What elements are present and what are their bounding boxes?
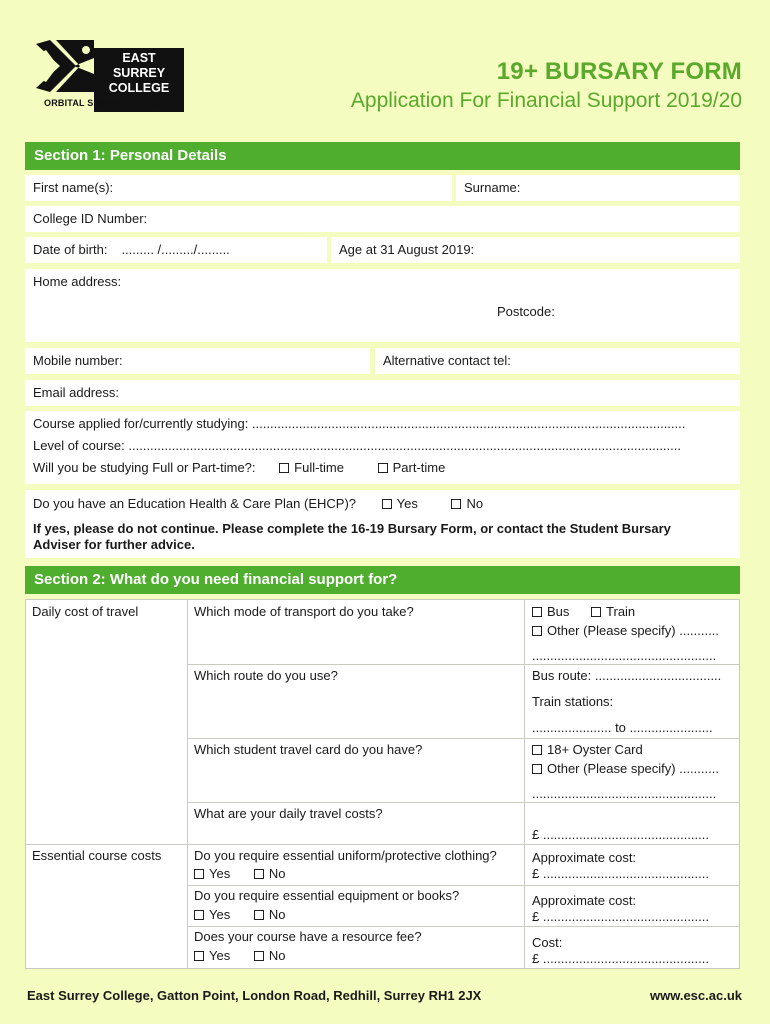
uniform-yes-checkbox[interactable] xyxy=(194,869,204,879)
train-stations-label: Train stations: xyxy=(532,694,614,709)
bus-route-field[interactable]: Bus route: ................................... xyxy=(532,668,722,683)
equipment-cost-field[interactable]: £ .............................................. xyxy=(532,909,709,924)
college-id-field[interactable] xyxy=(25,206,740,232)
bus-checkbox[interactable] xyxy=(532,607,542,617)
dob-label: Date of birth: xyxy=(33,242,108,257)
age-field[interactable] xyxy=(331,237,740,263)
parttime-checkbox[interactable] xyxy=(378,463,388,473)
level-field[interactable]: Level of course: ......................................................................................................................................................... xyxy=(33,438,681,453)
logo-tagline: ORBITAL SOUTH COLLEGES xyxy=(44,98,174,108)
other-card-row xyxy=(532,759,719,778)
bus-label: Bus xyxy=(547,604,570,619)
oyster-checkbox[interactable] xyxy=(532,745,542,755)
surname-field[interactable] xyxy=(456,175,740,201)
age-label: Age at 31 August 2019: xyxy=(339,242,475,257)
mobile-label: Mobile number: xyxy=(33,353,123,368)
ehcp-notice-line2: Adviser for further advice. xyxy=(33,537,195,552)
fee-no-label: No xyxy=(268,948,286,963)
ehcp-label: Do you have an Education Health & Care Plan (EHCP)? xyxy=(33,496,357,511)
uniform-cost-label: Approximate cost: xyxy=(532,850,637,865)
uniform-no-checkbox[interactable] xyxy=(254,869,264,879)
uniform-options xyxy=(194,864,285,883)
first-name-field[interactable] xyxy=(25,175,452,201)
postcode-label: Postcode: xyxy=(497,304,555,319)
dob-field[interactable] xyxy=(25,237,327,263)
college-logo xyxy=(36,30,188,114)
alt-tel-field[interactable] xyxy=(375,348,740,374)
travel-card-question: Which student travel card do you have? xyxy=(194,742,423,757)
fee-no-checkbox[interactable] xyxy=(254,951,264,961)
fee-yes-label: Yes xyxy=(209,948,231,963)
ehcp-no-checkbox[interactable] xyxy=(451,499,461,509)
footer-address: East Surrey College, Gatton Point, London Road, Redhill, Surrey RH1 2JX xyxy=(27,988,482,1003)
support-table xyxy=(25,599,740,969)
transport-options xyxy=(532,602,635,621)
route-question: Which route do you use? xyxy=(194,668,338,683)
college-id-label: College ID Number: xyxy=(33,211,148,226)
train-checkbox[interactable] xyxy=(591,607,601,617)
train-stations-field[interactable]: ...................... to ....................... xyxy=(532,720,713,735)
other-transport-checkbox[interactable] xyxy=(532,626,542,636)
essential-costs-label: Essential course costs xyxy=(32,848,162,863)
fulltime-checkbox[interactable] xyxy=(279,463,289,473)
study-mode-label: Will you be studying Full or Part-time?: xyxy=(33,460,256,475)
parttime-label: Part-time xyxy=(392,460,446,475)
other-transport-label[interactable]: Other (Please specify) ........... xyxy=(547,623,719,638)
surname-label: Surname: xyxy=(464,180,521,195)
oyster-label: 18+ Oyster Card xyxy=(547,742,643,757)
equipment-no-label: No xyxy=(268,907,286,922)
email-label: Email address: xyxy=(33,385,119,400)
form-subtitle: Application For Financial Support 2019/20 xyxy=(350,89,742,112)
other-card-checkbox[interactable] xyxy=(532,764,542,774)
course-block xyxy=(25,411,740,484)
orbital-logo-icon xyxy=(36,36,94,96)
uniform-question: Do you require essential uniform/protective clothing? xyxy=(194,848,497,863)
footer-website[interactable]: www.esc.ac.uk xyxy=(649,988,742,1003)
uniform-yes-label: Yes xyxy=(209,866,231,881)
daily-travel-label: Daily cost of travel xyxy=(32,604,139,619)
dob-placeholder: ......... /........./......... xyxy=(121,242,230,257)
alt-tel-label: Alternative contact tel: xyxy=(383,353,511,368)
resource-fee-options xyxy=(194,946,285,965)
other-transport-line[interactable]: ................................................... xyxy=(532,648,717,663)
equipment-question: Do you require essential equipment or books? xyxy=(194,888,460,903)
fulltime-label: Full-time xyxy=(294,460,344,475)
home-address-field[interactable] xyxy=(25,269,740,342)
ehcp-notice-line1: If yes, please do not continue. Please complete the 16-19 Bursary Form, or contact the Student Bursary xyxy=(33,521,671,536)
train-label: Train xyxy=(606,604,636,619)
daily-costs-question: What are your daily travel costs? xyxy=(194,806,383,821)
form-title: 19+ BURSARY FORM xyxy=(496,58,742,85)
logo-wordmark: EAST SURREY COLLEGE xyxy=(94,48,184,112)
section1-heading: Section 1: Personal Details xyxy=(25,142,740,170)
equipment-yes-label: Yes xyxy=(209,907,231,922)
equipment-cost-label: Approximate cost: xyxy=(532,893,637,908)
section2-heading: Section 2: What do you need financial support for? xyxy=(25,566,740,594)
ehcp-row xyxy=(33,496,740,512)
other-card-line[interactable]: ................................................... xyxy=(532,786,717,801)
fee-cost-field[interactable]: £ .............................................. xyxy=(532,951,709,966)
email-field[interactable] xyxy=(25,380,740,406)
mobile-field[interactable] xyxy=(25,348,370,374)
transport-mode-question: Which mode of transport do you take? xyxy=(194,604,414,619)
equipment-options xyxy=(194,905,285,924)
study-mode-row xyxy=(33,457,740,479)
daily-costs-field[interactable]: £ .............................................. xyxy=(532,827,709,842)
equipment-no-checkbox[interactable] xyxy=(254,910,264,920)
other-card-label[interactable]: Other (Please specify) ........... xyxy=(547,761,719,776)
course-field[interactable]: Course applied for/currently studying: ........................................................................................................................ xyxy=(33,416,686,431)
other-transport-row xyxy=(532,621,719,640)
uniform-no-label: No xyxy=(268,866,286,881)
ehcp-block xyxy=(25,490,740,558)
fee-yes-checkbox[interactable] xyxy=(194,951,204,961)
fee-cost-label: Cost: xyxy=(532,935,563,950)
ehcp-no-label: No xyxy=(466,496,484,511)
oyster-row xyxy=(532,740,643,759)
home-address-label: Home address: xyxy=(33,274,122,289)
ehcp-yes-label: Yes xyxy=(396,496,418,511)
equipment-yes-checkbox[interactable] xyxy=(194,910,204,920)
uniform-cost-field[interactable]: £ .............................................. xyxy=(532,866,709,881)
resource-fee-question: Does your course have a resource fee? xyxy=(194,929,422,944)
ehcp-yes-checkbox[interactable] xyxy=(382,499,392,509)
first-name-label: First name(s): xyxy=(33,180,114,195)
